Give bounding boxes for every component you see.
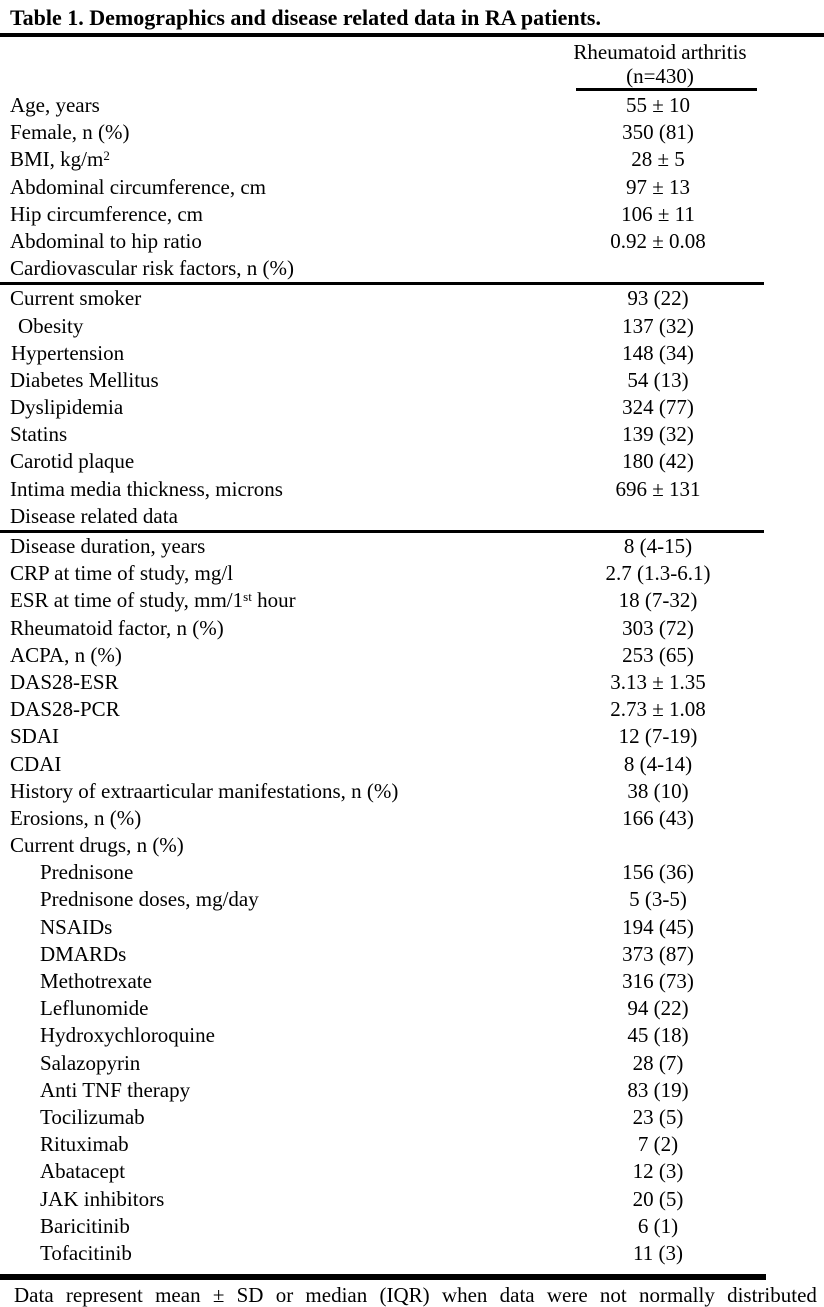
table-row: [0, 1104, 824, 1131]
row-value: 5 (3-5): [629, 887, 687, 912]
row-label: Tocilizumab: [40, 1104, 145, 1129]
row-value: 97 ± 13: [625, 174, 691, 199]
row-value: 38 (10): [627, 778, 689, 803]
row-label: Rheumatoid factor, n (%): [10, 615, 224, 640]
row-label: Current smoker: [10, 286, 142, 311]
row-label: Statins: [10, 422, 68, 447]
row-label: Methotrexate: [40, 969, 152, 993]
row-value: 137 (32): [622, 313, 694, 338]
table-row: [0, 228, 824, 255]
table-row: [0, 448, 824, 475]
table-row: [0, 751, 824, 778]
row-value: 18 (7-32): [618, 588, 698, 613]
table-row: [0, 1131, 824, 1158]
row-value: 12 (3): [632, 1159, 684, 1184]
row-label: ESR at time of study, mm/1st hour: [10, 588, 296, 613]
table-row: [0, 1186, 824, 1213]
row-label: Age, years: [10, 93, 100, 117]
table-row: [0, 1077, 824, 1104]
row-value: 2.73 ± 1.08: [610, 697, 706, 722]
table-row: [0, 340, 824, 367]
row-value: 93 (22): [627, 286, 689, 311]
column-header-line1: Rheumatoid arthritis: [573, 40, 747, 64]
row-value: 7 (2): [637, 1132, 679, 1157]
row-value: 11 (3): [633, 1240, 683, 1265]
row-value: 12 (7-19): [618, 724, 698, 749]
table-row: [0, 201, 824, 228]
row-label: Abdominal to hip ratio: [10, 228, 202, 253]
table-row: [0, 587, 824, 614]
table-row: [0, 723, 824, 750]
column-header: [548, 40, 772, 88]
row-label: DMARDs: [40, 941, 127, 966]
row-label: Dyslipidemia: [10, 395, 124, 420]
table-row: [0, 476, 824, 503]
row-label: Erosions, n (%): [10, 805, 142, 830]
table-row: [0, 174, 824, 201]
table-row: [0, 421, 824, 448]
row-value: 94 (22): [627, 996, 689, 1021]
row-label: Prednisone doses, mg/day: [40, 887, 259, 912]
row-label: Rituximab: [40, 1132, 129, 1157]
table-row: [0, 805, 824, 832]
table-row: [0, 146, 824, 173]
row-value: 2.7 (1.3-6.1): [605, 561, 711, 586]
table-row: [0, 285, 824, 312]
row-value: 83 (19): [627, 1077, 689, 1102]
table-row: [0, 367, 824, 394]
table-row: [0, 1022, 824, 1049]
row-value: 55 ± 10: [625, 93, 691, 117]
table-row: [0, 394, 824, 421]
row-label: Hypertension: [11, 340, 125, 365]
row-label: Tofacitinib: [40, 1240, 132, 1265]
table-footnote: Data represent mean ± SD or median (IQR) when data were not normally distributed: [14, 1283, 817, 1307]
table-row: [0, 995, 824, 1022]
row-label: Current drugs, n (%): [10, 833, 184, 858]
row-value: 253 (65): [622, 642, 694, 667]
row-value: 194 (45): [622, 914, 694, 939]
row-label: CRP at time of study, mg/l: [10, 561, 234, 586]
row-label: Baricitinib: [40, 1213, 130, 1238]
table-row: [0, 119, 824, 146]
table-row: [0, 941, 824, 968]
row-value: 166 (43): [622, 805, 694, 830]
row-label: JAK inhibitors: [40, 1186, 165, 1211]
row-value: 316 (73): [622, 969, 694, 993]
row-value: 303 (72): [622, 615, 694, 640]
row-label: DAS28-PCR: [10, 697, 120, 722]
column-header-underline: [576, 88, 757, 91]
row-value: 28 ± 5: [631, 147, 685, 172]
row-label: Intima media thickness, microns: [10, 476, 283, 501]
superscript: 2: [103, 148, 110, 164]
row-value: 0.92 ± 0.08: [610, 228, 706, 253]
table-row: [0, 1050, 824, 1077]
row-value: 106 ± 11: [621, 201, 695, 226]
row-value: 156 (36): [622, 860, 694, 885]
title-rule: [0, 33, 824, 37]
row-value: 324 (77): [622, 395, 694, 420]
table-row: [0, 1240, 824, 1267]
row-label: Obesity: [18, 313, 84, 338]
row-value: 139 (32): [622, 422, 694, 447]
row-label: Disease related data: [10, 503, 178, 528]
row-value: 23 (5): [632, 1104, 684, 1129]
row-label: Prednisone: [40, 860, 134, 885]
row-label: Female, n (%): [10, 120, 130, 145]
row-value: 350 (81): [622, 120, 694, 145]
row-label: Hydroxychloroquine: [40, 1023, 215, 1048]
table-row: [0, 313, 824, 340]
row-label: Abatacept: [40, 1159, 126, 1184]
row-value: 696 ± 131: [615, 476, 701, 501]
table-row: [0, 1158, 824, 1185]
table-bottom-rule: [0, 1274, 766, 1280]
table-row: [0, 1213, 824, 1240]
row-label: History of extraarticular manifestations, n (%): [10, 778, 399, 803]
row-value: 20 (5): [632, 1186, 684, 1211]
row-value: 373 (87): [622, 941, 694, 966]
table-row: [0, 914, 824, 941]
row-label: Salazopyrin: [40, 1050, 141, 1075]
row-label: ACPA, n (%): [10, 642, 122, 667]
table-row: [0, 255, 824, 282]
superscript: st: [243, 589, 252, 605]
row-value: 54 (13): [627, 367, 689, 392]
row-label: DAS28-ESR: [10, 669, 119, 694]
table-row: [0, 533, 824, 560]
row-label: Anti TNF therapy: [40, 1077, 191, 1102]
table-title: Table 1. Demographics and disease related data in RA patients.: [10, 5, 601, 30]
table-row: [0, 503, 824, 530]
table-row: [0, 615, 824, 642]
table-row: [0, 696, 824, 723]
row-value: 3.13 ± 1.35: [610, 669, 706, 694]
row-value: 148 (34): [622, 340, 694, 365]
row-label: Leflunomide: [40, 996, 149, 1021]
table-row: [0, 778, 824, 805]
table-body: [0, 92, 824, 1267]
row-value: 8 (4-15): [623, 534, 693, 558]
row-value: 28 (7): [632, 1050, 684, 1075]
row-label: NSAIDs: [40, 914, 113, 939]
row-label: CDAI: [10, 751, 62, 776]
table-row: [0, 92, 824, 119]
row-value: 6 (1): [637, 1213, 679, 1238]
row-label: Abdominal circumference, cm: [10, 174, 266, 199]
row-label: Hip circumference, cm: [10, 201, 203, 226]
table-row: [0, 859, 824, 886]
column-header-line2: (n=430): [626, 64, 694, 88]
row-label: Carotid plaque: [10, 449, 135, 474]
row-value: 8 (4-14): [623, 751, 693, 776]
row-label: Diabetes Mellitus: [10, 367, 159, 392]
table-row: [0, 832, 824, 859]
row-label: BMI, $kg/m^2$: [10, 147, 110, 172]
row-label: Disease duration, years: [10, 534, 206, 558]
table-row: [0, 560, 824, 587]
table-row: [0, 669, 824, 696]
row-value: 45 (18): [627, 1023, 689, 1048]
table-row: [0, 642, 824, 669]
table-row: [0, 886, 824, 913]
row-value: 180 (42): [622, 449, 694, 474]
row-label: SDAI: [10, 724, 60, 749]
row-label: Cardiovascular risk factors, n (%): [10, 256, 294, 281]
table-row: [0, 968, 824, 995]
